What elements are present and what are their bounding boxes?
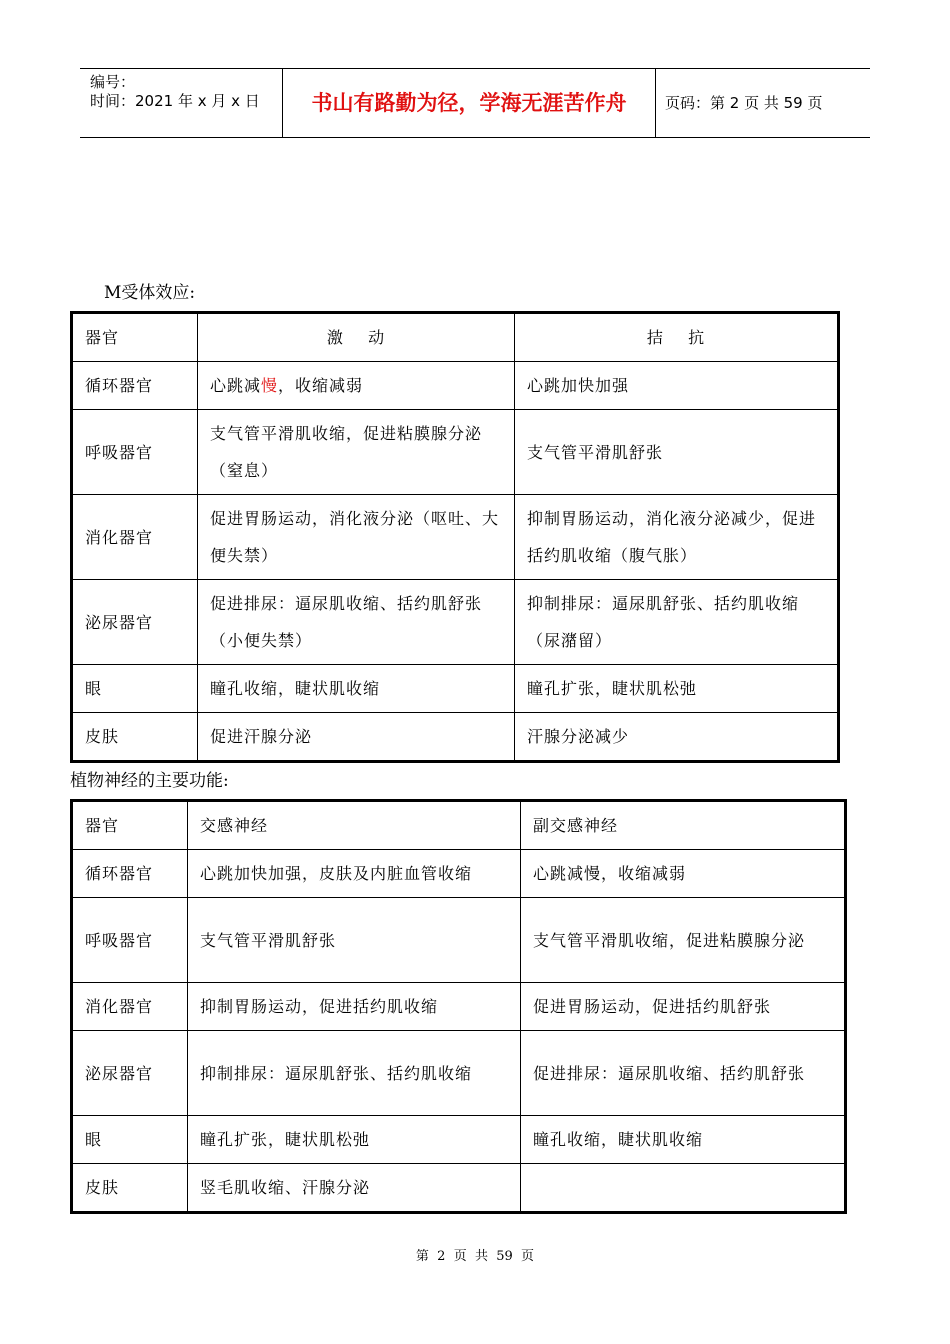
- parasympathetic-cell: 促进胃肠运动，促进括约肌舒张: [521, 983, 846, 1031]
- sympathetic-cell: 瞳孔扩张，睫状肌松弛: [188, 1116, 521, 1164]
- excite-text: ，收缩减弱: [278, 376, 364, 395]
- time-label: 时间：2021 年 x 月 x 日: [90, 92, 260, 110]
- highlight-text: 慢: [261, 376, 279, 395]
- organ-cell: 泌尿器官: [72, 1031, 188, 1116]
- organ-cell: 消化器官: [72, 983, 188, 1031]
- antag-cell: 抑制胃肠运动，消化液分泌减少，促进括约肌收缩（腹气胀）: [515, 495, 839, 580]
- header-cell: 交感神经: [188, 801, 521, 850]
- table-row: [72, 362, 839, 410]
- table1-caption: M受体效应:: [104, 283, 196, 303]
- table-row: [72, 898, 846, 983]
- sympathetic-cell: 支气管平滑肌舒张: [188, 898, 521, 983]
- header-cell: 器官: [72, 313, 198, 362]
- header-cell: 激 动: [198, 313, 515, 362]
- table-header-row: [72, 801, 846, 850]
- excite-cell: 促进胃肠运动，消化液分泌（呕吐、大便失禁）: [198, 495, 515, 580]
- table-header-row: [72, 313, 839, 362]
- parasympathetic-cell: [521, 1164, 846, 1213]
- organ-cell: 皮肤: [72, 713, 198, 762]
- autonomic-function-table: [70, 799, 847, 1214]
- page-info: 页码：第 2 页 共 59 页: [665, 94, 823, 112]
- table-row: [72, 983, 846, 1031]
- antag-cell: 心跳加快加强: [515, 362, 839, 410]
- sympathetic-cell: 抑制胃肠运动，促进括约肌收缩: [188, 983, 521, 1031]
- antag-cell: 汗腺分泌减少: [515, 713, 839, 762]
- organ-cell: 呼吸器官: [72, 410, 198, 495]
- excite-cell: 支气管平滑肌收缩，促进粘膜腺分泌（窒息）: [198, 410, 515, 495]
- antag-cell: 抑制排尿：逼尿肌舒张、括约肌收缩（尿潴留）: [515, 580, 839, 665]
- organ-cell: 眼: [72, 665, 198, 713]
- header-cell: 副交感神经: [521, 801, 846, 850]
- table-row: [72, 713, 839, 762]
- organ-cell: 循环器官: [72, 362, 198, 410]
- sympathetic-cell: 竖毛肌收缩、汗腺分泌: [188, 1164, 521, 1213]
- organ-cell: 呼吸器官: [72, 898, 188, 983]
- excite-cell: 促进汗腺分泌: [198, 713, 515, 762]
- table-row: [72, 1164, 846, 1213]
- parasympathetic-cell: 支气管平滑肌收缩，促进粘膜腺分泌: [521, 898, 846, 983]
- motto: 书山有路勤为径，学海无涯苦作舟: [282, 69, 656, 137]
- table-row: [72, 495, 839, 580]
- header-cell: 拮 抗: [515, 313, 839, 362]
- excite-cell: 瞳孔收缩，睫状肌收缩: [198, 665, 515, 713]
- organ-cell: 泌尿器官: [72, 580, 198, 665]
- organ-cell: 皮肤: [72, 1164, 188, 1213]
- parasympathetic-cell: 促进排尿：逼尿肌收缩、括约肌舒张: [521, 1031, 846, 1116]
- table-row: [72, 410, 839, 495]
- antag-cell: 支气管平滑肌舒张: [515, 410, 839, 495]
- organ-cell: 循环器官: [72, 850, 188, 898]
- organ-cell: 消化器官: [72, 495, 198, 580]
- m-receptor-table: [70, 311, 840, 763]
- table-row: [72, 665, 839, 713]
- header-cell: 器官: [72, 801, 188, 850]
- number-label: 编号：: [90, 73, 136, 91]
- table-row: [72, 1031, 846, 1116]
- table2-caption: 植物神经的主要功能:: [70, 771, 229, 791]
- organ-cell: 眼: [72, 1116, 188, 1164]
- excite-text: 心跳减: [210, 376, 262, 395]
- sympathetic-cell: 抑制排尿：逼尿肌舒张、括约肌收缩: [188, 1031, 521, 1116]
- page-header: [80, 68, 870, 138]
- parasympathetic-cell: 心跳减慢，收缩减弱: [521, 850, 846, 898]
- table-row: [72, 1116, 846, 1164]
- parasympathetic-cell: 瞳孔收缩，睫状肌收缩: [521, 1116, 846, 1164]
- table-row: [72, 850, 846, 898]
- header-meta: [80, 69, 282, 137]
- excite-cell: 促进排尿：逼尿肌收缩、括约肌舒张（小便失禁）: [198, 580, 515, 665]
- table-row: [72, 580, 839, 665]
- page-footer: 第 2 页 共 59 页: [415, 1249, 535, 1264]
- excite-cell: [198, 362, 515, 410]
- sympathetic-cell: 心跳加快加强，皮肤及内脏血管收缩: [188, 850, 521, 898]
- antag-cell: 瞳孔扩张，睫状肌松弛: [515, 665, 839, 713]
